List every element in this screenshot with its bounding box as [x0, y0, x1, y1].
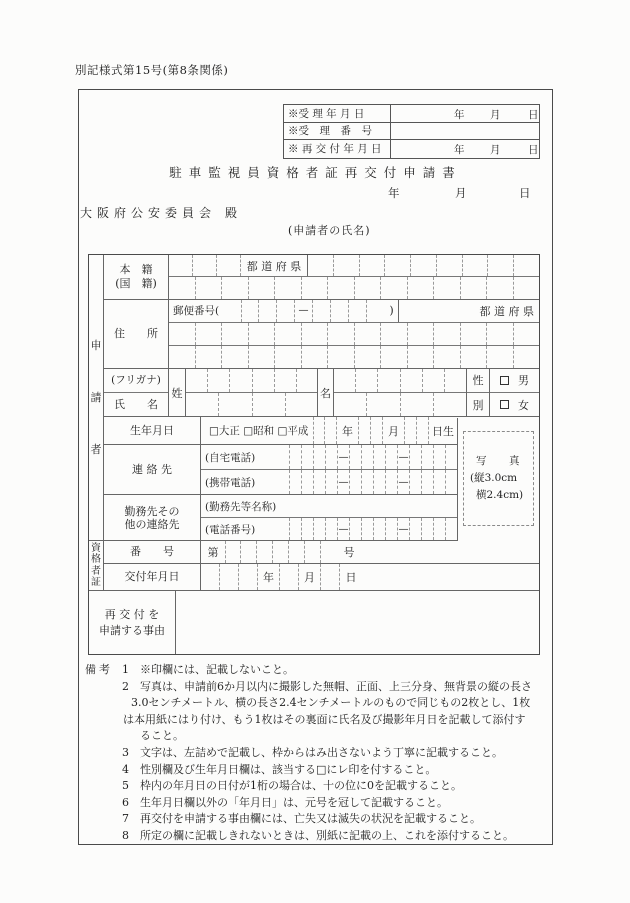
male-checkbox[interactable]: [500, 376, 509, 385]
home-phone-label: (自宅電話): [205, 451, 256, 464]
number-suffix: 号: [343, 545, 355, 559]
reissue-reason-field[interactable]: [176, 591, 539, 654]
reception-accept-number-label: ※受 理 番 号: [284, 123, 391, 140]
month-unit: 月: [455, 186, 467, 200]
remark-text: ※印欄には、記載しないこと。: [140, 663, 294, 676]
remark-number: 6: [122, 795, 129, 809]
label-line: 勤務先その: [124, 504, 180, 518]
label-line: 再 交 付 を: [104, 607, 160, 621]
remark-text: 3.0センチメートル、横の長さ2.4センチメートルのもので同じもの2枚とし、1枚: [131, 696, 531, 710]
sex-label-char: 別: [472, 398, 484, 412]
address-field[interactable]: [169, 300, 539, 368]
certificate-issue-date-label: [104, 564, 201, 590]
family-name-field[interactable]: [186, 369, 318, 417]
female-label: 女: [518, 398, 529, 412]
reception-row-accept-number: [284, 123, 539, 141]
name-row: [104, 369, 539, 418]
postal-dash: —: [295, 300, 313, 322]
remark-number: 8: [122, 828, 129, 842]
given-name-field[interactable]: [334, 369, 466, 417]
contact-field[interactable]: [201, 445, 457, 494]
mobile-phone-label: (携帯電話): [205, 476, 256, 489]
applicant-name-caption: (申請者の氏名): [288, 224, 371, 237]
phone-dash: —: [338, 518, 350, 540]
remark-number: 3: [122, 745, 129, 759]
number-prefix: 第: [207, 545, 219, 559]
photo-cell: [457, 418, 539, 541]
remark-number: 7: [122, 812, 129, 826]
phone-dash: —: [398, 518, 410, 540]
workplace-label: [104, 495, 201, 540]
year-unit: 年: [258, 564, 280, 590]
birthdate-label: [104, 417, 201, 444]
day-unit: 日: [345, 570, 357, 584]
phone-dash: —: [338, 445, 350, 469]
reception-accept-number-field[interactable]: [391, 123, 539, 140]
remark-text: 性別欄及び生年月日欄は、該当する□にレ印を付すること。: [140, 762, 437, 776]
photo-size-line: (縦3.0cm: [470, 472, 518, 484]
prefecture-label: 都 道 府 県: [241, 255, 308, 276]
group-char: 申: [90, 338, 102, 352]
remark-text: 所定の欄に記載しきれないときは、別紙に記載の上、これを添付すること。: [140, 828, 514, 842]
day-unit: 日: [528, 109, 539, 121]
registered-domicile-label: [104, 255, 169, 299]
certificate-number-field[interactable]: [201, 541, 539, 563]
form-title: 駐車監視員資格者証再交付申請書: [169, 165, 462, 180]
female-checkbox[interactable]: [500, 400, 509, 409]
applicant-group-label: [89, 255, 104, 540]
label-line: 本 籍: [119, 262, 153, 276]
name-label: [104, 369, 169, 417]
workplace-row: [104, 495, 457, 540]
main-table: [88, 254, 540, 655]
remark-number: 2: [122, 679, 129, 693]
phone-dash: —: [338, 470, 350, 494]
contact-row: [104, 445, 457, 495]
remark-text: ること。: [140, 729, 184, 743]
photo-box[interactable]: [463, 431, 534, 526]
address-row: [104, 300, 539, 369]
workplace-phone-label: (電話番号): [205, 523, 256, 536]
reception-table: [283, 104, 540, 159]
remark-number: 1: [122, 663, 129, 676]
year-unit: 年: [454, 144, 465, 157]
addressee-line: [80, 204, 242, 221]
label-line: (国 籍): [115, 276, 157, 290]
certificate-issue-date-field[interactable]: [201, 564, 539, 590]
year-unit: 年: [454, 109, 465, 121]
era-checkboxes[interactable]: □大正 □昭和 □平成: [209, 425, 309, 438]
certificate-group-label: [89, 541, 104, 590]
month-unit: 月: [383, 417, 405, 444]
remarks-heading: 備考: [85, 663, 113, 676]
family-name-label: 姓: [169, 369, 186, 417]
name-label-text: 氏 名: [114, 397, 158, 411]
birthdate-row: [104, 417, 457, 445]
registered-domicile-row: [104, 255, 539, 300]
year-unit: 年: [388, 186, 400, 200]
certificate-number-row: [104, 541, 539, 564]
addressee-name: 大阪府公安委員会: [80, 206, 217, 220]
postal-paren-close: ): [385, 300, 399, 322]
day-unit: 日: [528, 144, 539, 157]
postal-code-label: 郵便番号(: [173, 305, 220, 318]
group-char: 者: [91, 565, 101, 577]
certificate-section: [89, 541, 539, 591]
remark-text: 写真は、申請前6か月以内に撮影した無帽、正面、上三分身、無背景の縦の長さ: [140, 679, 532, 693]
label-line: 番 号: [130, 545, 174, 559]
prefecture-label: 都 道 府 県: [479, 304, 534, 318]
contact-label: [104, 445, 201, 494]
reception-accept-date-label: ※受 理 年 月 日: [284, 105, 391, 122]
applicant-section: [89, 255, 539, 541]
label-line: 交付年月日: [124, 570, 180, 584]
sex-label-char: 性: [467, 369, 489, 393]
photo-title: 写 真: [476, 455, 526, 467]
day-born-unit: 日生: [432, 424, 454, 438]
address-label: [104, 300, 169, 368]
month-unit: 月: [299, 564, 321, 590]
group-char: 格: [91, 554, 101, 565]
application-date-line[interactable]: [0, 185, 630, 199]
sex-checkboxes: [489, 369, 539, 417]
reception-row-accept-date: [284, 105, 539, 123]
label-line: 住 所: [114, 326, 158, 340]
remark-text: 再交付を申請する事由欄には、亡失又は滅失の状況を記載すること。: [140, 812, 481, 826]
reception-accept-date-field[interactable]: [391, 105, 539, 122]
remarks-section: [85, 662, 547, 845]
sex-label: [466, 369, 489, 417]
addressee-honorific: 殿: [225, 206, 243, 220]
reissue-reason-label: [89, 591, 176, 654]
remark-text: 文字は、左詰めで記載し、枠からはみ出さないよう丁寧に記載すること。: [140, 745, 503, 759]
day-unit: 日: [519, 186, 531, 200]
photo-size-line: 横2.4cm): [476, 489, 524, 501]
group-char: 資: [91, 542, 101, 554]
remark-text: 生年月日欄以外の「年月日」は、元号を冠して記載すること。: [140, 795, 448, 809]
female-option[interactable]: [490, 393, 539, 416]
reception-reissue-date-field[interactable]: [391, 140, 539, 158]
phone-dash: —: [398, 445, 410, 469]
registered-domicile-field[interactable]: [169, 255, 539, 299]
remark-number: 4: [122, 762, 129, 776]
certificate-issue-date-row: [104, 564, 539, 590]
certificate-number-label: [104, 541, 201, 563]
group-char: 者: [90, 442, 102, 456]
remark-text: 枠内の年月日の日付が1桁の場合は、十の位に0を記載すること。: [140, 779, 462, 793]
form-code: 別記様式第15号(第8条関係): [75, 63, 229, 77]
phone-dash: —: [398, 470, 410, 494]
reception-reissue-date-label: ※ 再 交 付 年 月 日: [284, 140, 391, 158]
workplace-field[interactable]: [201, 495, 457, 540]
furigana-label: (フリガナ): [104, 369, 168, 393]
given-name-label: 名: [317, 369, 334, 417]
month-unit: 月: [490, 109, 501, 121]
remark-text: は本用紙にはり付け、もう1枚はその裏面に氏名及び撮影年月日を記載して添付す: [123, 712, 526, 726]
birthdate-field[interactable]: [201, 417, 457, 444]
label-line: 連 絡 先: [132, 463, 172, 477]
year-unit: 年: [337, 417, 359, 444]
label-line: 申請する事由: [99, 623, 165, 637]
remark-number: 5: [122, 779, 129, 793]
group-char: 請: [90, 390, 102, 404]
workplace-name-label: (勤務先等名称): [205, 500, 277, 513]
male-option[interactable]: [490, 369, 539, 393]
label-line: 他の連絡先: [124, 517, 180, 531]
reissue-reason-row: [89, 591, 539, 654]
reception-row-reissue-date: [284, 140, 539, 158]
label-line: 生年月日: [130, 424, 174, 438]
month-unit: 月: [490, 144, 501, 157]
male-label: 男: [518, 374, 529, 388]
group-char: 証: [91, 577, 101, 588]
